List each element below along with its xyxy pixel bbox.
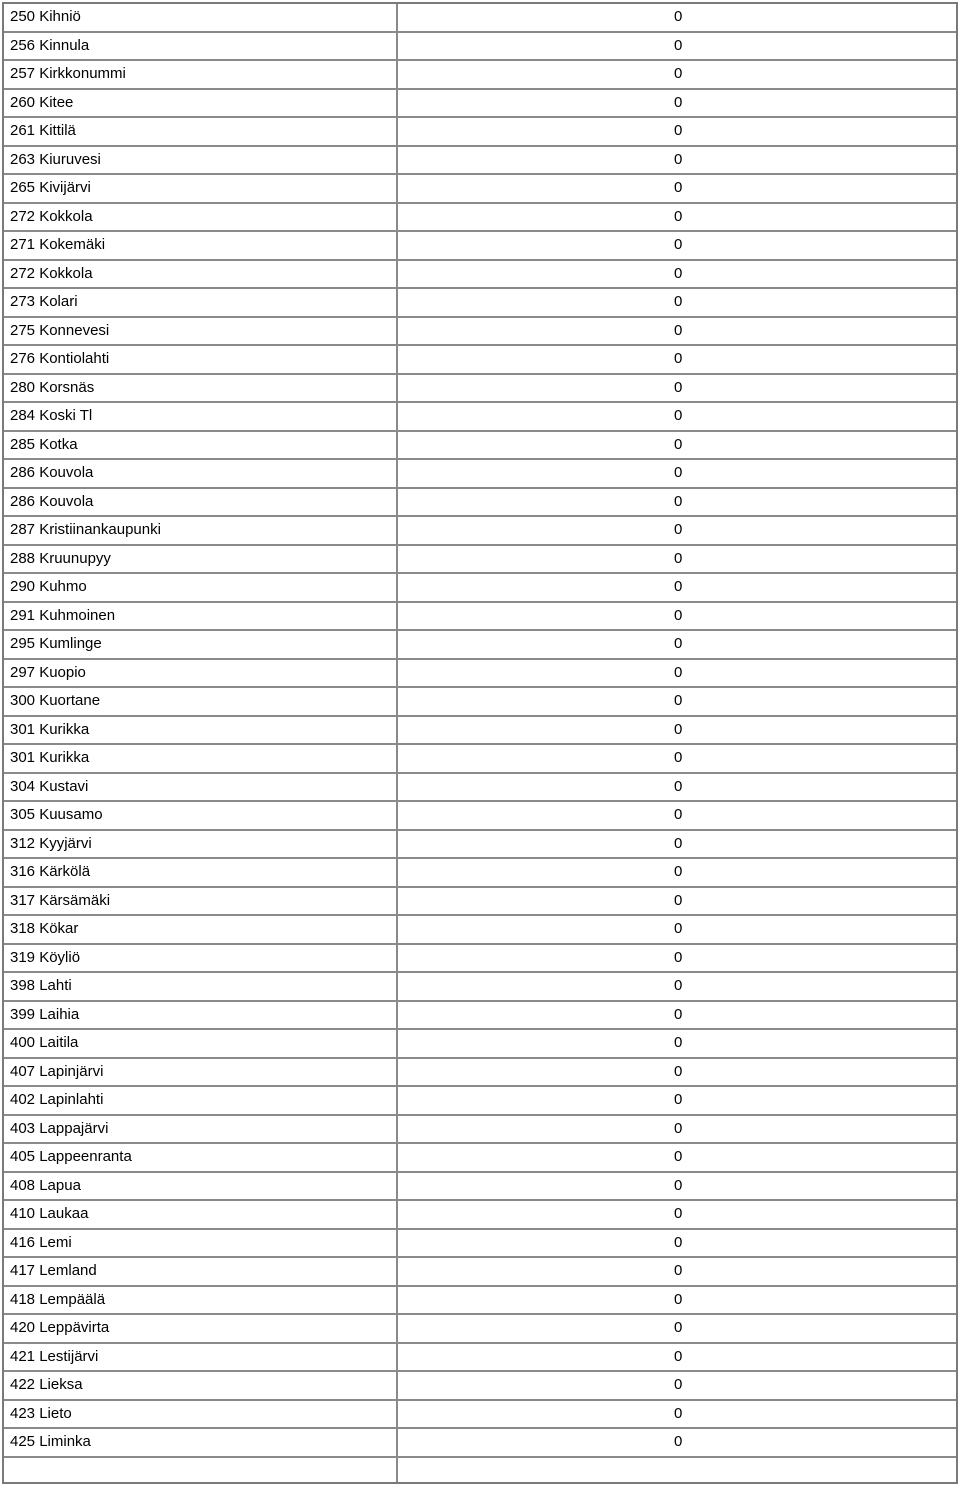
municipality-name-cell: 273 Kolari	[4, 288, 397, 317]
municipality-name-cell: 319 Köyliö	[4, 944, 397, 973]
table-row	[4, 117, 956, 146]
municipality-name-cell: 261 Kittilä	[4, 117, 397, 146]
value-cell: 0	[397, 1200, 956, 1229]
empty-cell	[4, 1457, 397, 1485]
value-cell: 0	[397, 545, 956, 574]
table-row	[4, 1400, 956, 1429]
municipality-name-cell: 301 Kurikka	[4, 716, 397, 745]
table-row	[4, 744, 956, 773]
municipality-name-cell: 256 Kinnula	[4, 32, 397, 61]
value-cell: 0	[397, 830, 956, 859]
municipality-name-cell: 312 Kyyjärvi	[4, 830, 397, 859]
empty-table-row	[4, 1457, 956, 1485]
value-cell: 0	[397, 32, 956, 61]
table-row	[4, 488, 956, 517]
value-cell: 0	[397, 203, 956, 232]
table-row	[4, 1343, 956, 1372]
value-cell: 0	[397, 1029, 956, 1058]
table-row	[4, 431, 956, 460]
municipality-name-cell: 263 Kiuruvesi	[4, 146, 397, 175]
table-row	[4, 231, 956, 260]
municipality-name-cell: 287 Kristiinankaupunki	[4, 516, 397, 545]
municipality-name-cell: 284 Koski Tl	[4, 402, 397, 431]
empty-cell	[397, 1457, 956, 1485]
municipality-name-cell: 317 Kärsämäki	[4, 887, 397, 916]
table-row	[4, 1058, 956, 1087]
municipality-name-cell: 300 Kuortane	[4, 687, 397, 716]
value-cell: 0	[397, 744, 956, 773]
value-cell: 0	[397, 402, 956, 431]
municipality-name-cell: 399 Laihia	[4, 1001, 397, 1030]
value-cell: 0	[397, 773, 956, 802]
table-row	[4, 89, 956, 118]
table-row	[4, 174, 956, 203]
table-row	[4, 1115, 956, 1144]
table-row	[4, 858, 956, 887]
municipality-name-cell: 421 Lestijärvi	[4, 1343, 397, 1372]
value-cell: 0	[397, 915, 956, 944]
table-row	[4, 1086, 956, 1115]
municipality-name-cell: 297 Kuopio	[4, 659, 397, 688]
municipality-name-cell: 272 Kokkola	[4, 203, 397, 232]
municipality-name-cell: 286 Kouvola	[4, 459, 397, 488]
value-cell: 0	[397, 1172, 956, 1201]
table-row	[4, 1029, 956, 1058]
value-cell: 0	[397, 459, 956, 488]
table-row	[4, 830, 956, 859]
municipality-name-cell: 405 Lappeenranta	[4, 1143, 397, 1172]
table-row	[4, 716, 956, 745]
municipality-name-cell: 280 Korsnäs	[4, 374, 397, 403]
table-row	[4, 1371, 956, 1400]
value-cell: 0	[397, 944, 956, 973]
value-cell: 0	[397, 716, 956, 745]
table-row	[4, 4, 956, 32]
table-row	[4, 288, 956, 317]
value-cell: 0	[397, 1371, 956, 1400]
value-cell: 0	[397, 1115, 956, 1144]
value-cell: 0	[397, 146, 956, 175]
municipality-name-cell: 398 Lahti	[4, 972, 397, 1001]
table-body	[4, 4, 956, 1484]
table-row	[4, 687, 956, 716]
municipality-name-cell: 288 Kruunupyy	[4, 545, 397, 574]
value-cell: 0	[397, 1343, 956, 1372]
municipality-name-cell: 290 Kuhmo	[4, 573, 397, 602]
municipality-name-cell: 272 Kokkola	[4, 260, 397, 289]
municipality-name-cell: 416 Lemi	[4, 1229, 397, 1258]
value-cell: 0	[397, 1058, 956, 1087]
value-cell: 0	[397, 345, 956, 374]
table-row	[4, 1314, 956, 1343]
table-row	[4, 545, 956, 574]
municipality-name-cell: 285 Kotka	[4, 431, 397, 460]
value-cell: 0	[397, 1400, 956, 1429]
municipality-name-cell: 403 Lappajärvi	[4, 1115, 397, 1144]
municipality-name-cell: 417 Lemland	[4, 1257, 397, 1286]
value-cell: 0	[397, 659, 956, 688]
municipality-name-cell: 420 Leppävirta	[4, 1314, 397, 1343]
table-row	[4, 32, 956, 61]
value-cell: 0	[397, 231, 956, 260]
table-row	[4, 887, 956, 916]
table-row	[4, 60, 956, 89]
municipality-name-cell: 425 Liminka	[4, 1428, 397, 1457]
table-row	[4, 459, 956, 488]
value-cell: 0	[397, 1086, 956, 1115]
value-cell: 0	[397, 4, 956, 32]
table-row	[4, 659, 956, 688]
municipality-name-cell: 250 Kihniö	[4, 4, 397, 32]
table-row	[4, 915, 956, 944]
municipality-name-cell: 265 Kivijärvi	[4, 174, 397, 203]
value-cell: 0	[397, 1229, 956, 1258]
table-row	[4, 317, 956, 346]
value-cell: 0	[397, 1257, 956, 1286]
value-cell: 0	[397, 573, 956, 602]
value-cell: 0	[397, 260, 956, 289]
table-row	[4, 1257, 956, 1286]
table-row	[4, 1200, 956, 1229]
value-cell: 0	[397, 1143, 956, 1172]
value-cell: 0	[397, 972, 956, 1001]
value-cell: 0	[397, 801, 956, 830]
municipality-name-cell: 407 Lapinjärvi	[4, 1058, 397, 1087]
table-row	[4, 1286, 956, 1315]
value-cell: 0	[397, 516, 956, 545]
value-cell: 0	[397, 374, 956, 403]
value-cell: 0	[397, 60, 956, 89]
value-cell: 0	[397, 1286, 956, 1315]
table-row	[4, 402, 956, 431]
value-cell: 0	[397, 174, 956, 203]
table-row	[4, 944, 956, 973]
value-cell: 0	[397, 488, 956, 517]
table-row	[4, 1428, 956, 1457]
table-row	[4, 972, 956, 1001]
table-row	[4, 801, 956, 830]
municipality-name-cell: 423 Lieto	[4, 1400, 397, 1429]
value-cell: 0	[397, 858, 956, 887]
municipality-name-cell: 291 Kuhmoinen	[4, 602, 397, 631]
municipality-name-cell: 257 Kirkkonummi	[4, 60, 397, 89]
municipality-name-cell: 402 Lapinlahti	[4, 1086, 397, 1115]
value-cell: 0	[397, 887, 956, 916]
table-row	[4, 146, 956, 175]
municipality-name-cell: 305 Kuusamo	[4, 801, 397, 830]
municipality-name-cell: 304 Kustavi	[4, 773, 397, 802]
value-cell: 0	[397, 1314, 956, 1343]
municipality-name-cell: 400 Laitila	[4, 1029, 397, 1058]
value-cell: 0	[397, 1001, 956, 1030]
municipality-name-cell: 418 Lempäälä	[4, 1286, 397, 1315]
value-cell: 0	[397, 687, 956, 716]
table-row	[4, 573, 956, 602]
municipality-name-cell: 260 Kitee	[4, 89, 397, 118]
municipality-name-cell: 408 Lapua	[4, 1172, 397, 1201]
value-cell: 0	[397, 317, 956, 346]
municipality-table-frame	[2, 2, 958, 1484]
table-row	[4, 630, 956, 659]
table-row	[4, 203, 956, 232]
value-cell: 0	[397, 602, 956, 631]
value-cell: 0	[397, 117, 956, 146]
municipality-name-cell: 275 Konnevesi	[4, 317, 397, 346]
table-row	[4, 1001, 956, 1030]
value-cell: 0	[397, 1428, 956, 1457]
municipality-name-cell: 271 Kokemäki	[4, 231, 397, 260]
municipality-name-cell: 410 Laukaa	[4, 1200, 397, 1229]
table-row	[4, 1143, 956, 1172]
municipality-name-cell: 318 Kökar	[4, 915, 397, 944]
municipality-name-cell: 422 Lieksa	[4, 1371, 397, 1400]
table-row	[4, 516, 956, 545]
value-cell: 0	[397, 89, 956, 118]
table-row	[4, 773, 956, 802]
table-row	[4, 1172, 956, 1201]
municipality-name-cell: 286 Kouvola	[4, 488, 397, 517]
municipality-name-cell: 316 Kärkölä	[4, 858, 397, 887]
municipality-name-cell: 301 Kurikka	[4, 744, 397, 773]
table-row	[4, 260, 956, 289]
municipality-name-cell: 276 Kontiolahti	[4, 345, 397, 374]
value-cell: 0	[397, 630, 956, 659]
value-cell: 0	[397, 288, 956, 317]
value-cell: 0	[397, 431, 956, 460]
table-row	[4, 1229, 956, 1258]
table-row	[4, 345, 956, 374]
municipality-table	[4, 4, 956, 1484]
table-row	[4, 374, 956, 403]
municipality-name-cell: 295 Kumlinge	[4, 630, 397, 659]
table-row	[4, 602, 956, 631]
